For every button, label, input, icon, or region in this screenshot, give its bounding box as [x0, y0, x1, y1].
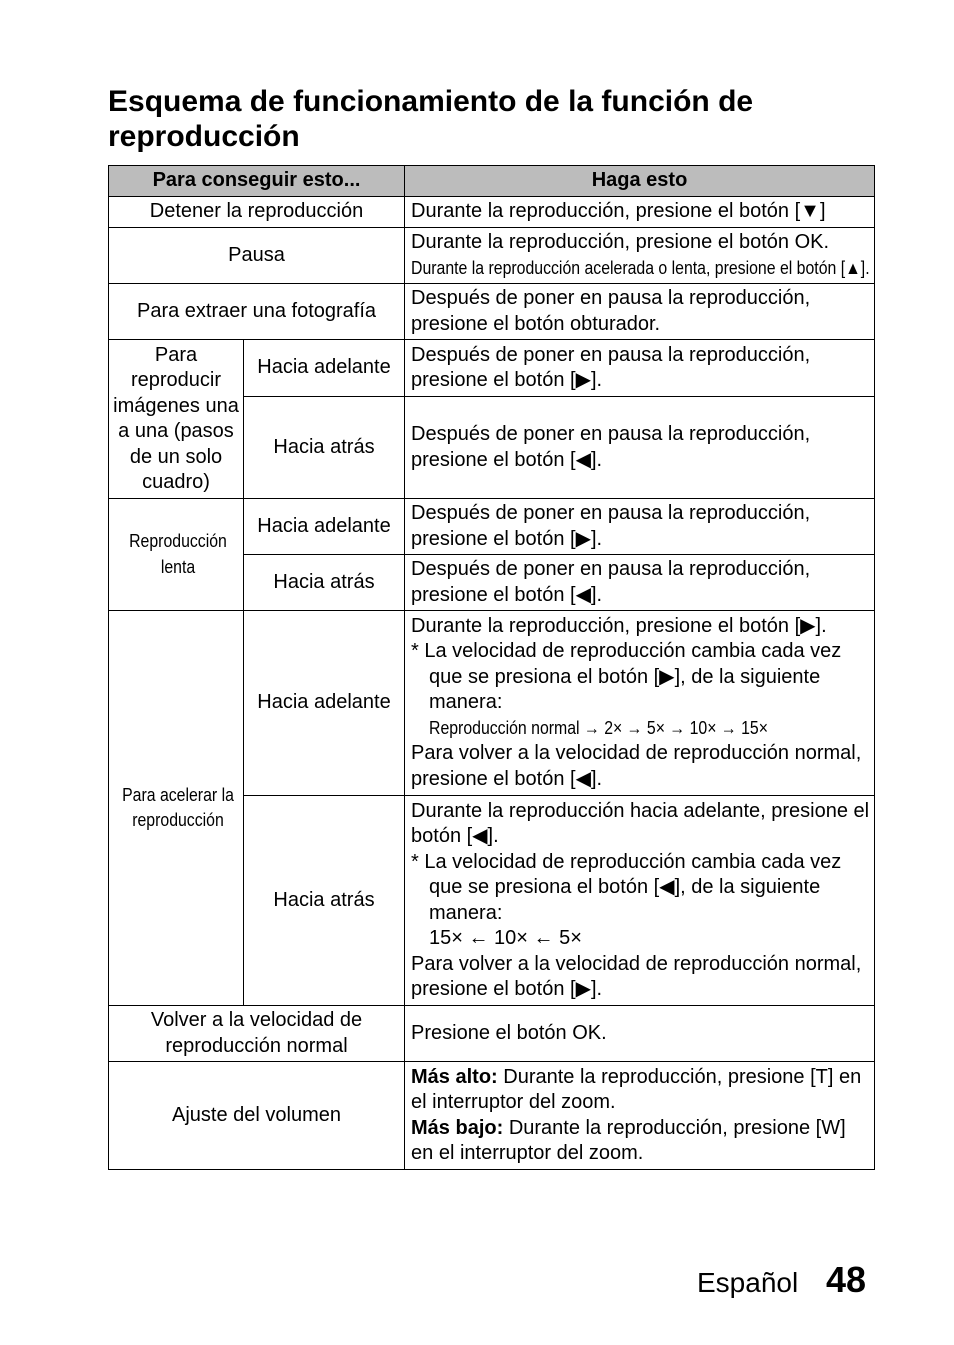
- table-row: [109, 340, 875, 397]
- playback-operations-table: [108, 165, 875, 1170]
- slow-forward-label: Hacia adelante: [244, 499, 405, 555]
- row-volume-goal: Ajuste del volumen: [109, 1062, 405, 1170]
- volume-up-text: Durante la reproducción, presione [T] en el interruptor del zoom.: [411, 1065, 862, 1113]
- header-goal: Para conseguir esto...: [109, 166, 405, 197]
- frame-backward-instruction: Después de poner en pausa la reproducción, presione el botón [◀].: [405, 397, 875, 499]
- table-row: [109, 1006, 875, 1062]
- slow-group-label: Reproducción lenta: [129, 531, 227, 577]
- page-number: 48: [826, 1259, 867, 1300]
- fast-forward-sequence-wrap: [411, 716, 870, 742]
- table-row: [109, 228, 875, 284]
- slow-group: [109, 499, 244, 611]
- page-title: Esquema de funcionamiento de la función de reproducción: [108, 85, 754, 153]
- volume-down-label: Más bajo:: [411, 1116, 504, 1139]
- table-row: [109, 499, 875, 555]
- row-extract-goal: Para extraer una fotografía: [109, 284, 405, 340]
- row-stop-goal: Detener la reproducción: [109, 197, 405, 228]
- table-header-row: [109, 166, 875, 197]
- table-row: [109, 197, 875, 228]
- pause-instruction-fast-slow: Durante la reproducción acelerada o lenta, presione el botón [▲].: [411, 257, 870, 278]
- table-row: [109, 284, 875, 340]
- fast-forward-note: * La velocidad de reproducción cambia cada vez que se presiona el botón [▶], de la siguiente manera:: [411, 640, 842, 714]
- fast-forward-instruction: [405, 611, 875, 796]
- row-pause-instruction: [405, 228, 875, 284]
- slow-forward-instruction: Después de poner en pausa la reproducción, presione el botón [▶].: [405, 499, 875, 555]
- header-action: Haga esto: [405, 166, 875, 197]
- fast-group: [109, 611, 244, 1006]
- row-extract-instruction: Después de poner en pausa la reproducción, presione el botón obturador.: [405, 284, 875, 340]
- pause-instruction-main: Durante la reproducción, presione el botón OK.: [411, 231, 830, 253]
- slow-backward-instruction: Después de poner en pausa la reproducción, presione el botón [◀].: [405, 555, 875, 611]
- fast-backward-label: Hacia atrás: [244, 796, 405, 1006]
- fast-forward-label: Hacia adelante: [244, 611, 405, 796]
- volume-up-label: Más alto:: [411, 1065, 498, 1088]
- row-normal-goal: Volver a la velocidad de reproducción normal: [109, 1006, 405, 1062]
- volume-down-text: Durante la reproducción, presione [W] en el interruptor del zoom.: [411, 1116, 846, 1164]
- row-volume-instruction: [405, 1062, 875, 1170]
- fast-backward-line1: Durante la reproducción hacia adelante, presione el botón [◀].: [411, 799, 870, 847]
- frame-step-group: Para reproducir imágenes una a una (pasos de un solo cuadro): [109, 340, 244, 499]
- table-row: [109, 611, 875, 796]
- row-normal-instruction: Presione el botón OK.: [405, 1006, 875, 1062]
- fast-group-label: Para acelerar la reproducción: [122, 784, 234, 830]
- fast-forward-line1: Durante la reproducción, presione el botón [▶].: [411, 614, 827, 637]
- table-row: [109, 1062, 875, 1170]
- fast-backward-sequence: 15× ← 10× ← 5×: [429, 927, 582, 949]
- slow-backward-label: Hacia atrás: [244, 555, 405, 611]
- fast-forward-line2: Para volver a la velocidad de reproducción normal, presione el botón [◀].: [411, 742, 862, 790]
- row-stop-instruction: Durante la reproducción, presione el botón [▼]: [405, 197, 875, 228]
- fast-backward-line2: Para volver a la velocidad de reproducción normal, presione el botón [▶].: [411, 952, 862, 1000]
- row-pause-goal: Pausa: [109, 228, 405, 284]
- fast-forward-sequence: Reproducción normal → 2× → 5× → 10× → 15×: [429, 717, 769, 738]
- fast-backward-note: * La velocidad de reproducción cambia cada vez que se presiona el botón [◀], de la siguiente manera:: [411, 850, 842, 924]
- frame-forward-label: Hacia adelante: [244, 340, 405, 397]
- fast-backward-instruction: [405, 796, 875, 1006]
- frame-forward-instruction: Después de poner en pausa la reproducción, presione el botón [▶].: [405, 340, 875, 397]
- frame-backward-label: Hacia atrás: [244, 397, 405, 499]
- footer-language: Español: [697, 1267, 799, 1298]
- volume-down: [411, 1116, 870, 1167]
- volume-up: [411, 1065, 870, 1116]
